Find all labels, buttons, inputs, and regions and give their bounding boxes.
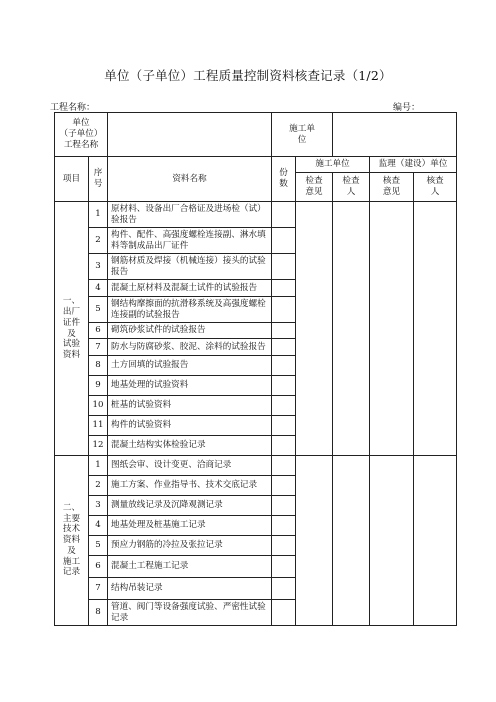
material-name: 构件、配件、高强度螺栓连接副、淋水填料等制成品出厂证件 — [108, 228, 272, 254]
row-number: 7 — [89, 339, 108, 356]
table-row — [55, 202, 457, 228]
project-col-header: 项目 — [55, 157, 89, 202]
row-number: 4 — [89, 516, 108, 536]
row-number: 3 — [89, 496, 108, 516]
row-number: 7 — [89, 578, 108, 600]
material-name: 地基处理及桩基施工记录 — [108, 516, 272, 536]
check-opinion-cell[interactable] — [296, 202, 333, 456]
copies-cell[interactable] — [272, 536, 296, 556]
row-number: 5 — [89, 297, 108, 323]
material-name: 混凝土工程施工记录 — [108, 556, 272, 578]
copies-cell[interactable] — [272, 556, 296, 578]
material-name: 施工方案、作业指导书、技术交底记录 — [108, 476, 272, 496]
unit-name-label: 单位 （子单位） 工程名称 — [59, 118, 103, 150]
material-name: 测量放线记录及沉降观测记录 — [108, 496, 272, 516]
verify-opinion-cell[interactable] — [370, 202, 414, 456]
checker-cell[interactable] — [333, 202, 370, 456]
construction-unit-label: 施工单 位 — [289, 123, 315, 145]
material-name: 混凝土原材料及混凝土试件的试验报告 — [108, 280, 272, 297]
copies-cell[interactable] — [272, 280, 296, 297]
verifier-cell[interactable] — [414, 202, 457, 456]
construction-group-header: 施工单位 — [296, 157, 370, 173]
verify-opinion-header: 核查 意见 — [370, 173, 414, 202]
row-number: 2 — [89, 476, 108, 496]
header-row-1 — [55, 157, 457, 173]
copies-cell[interactable] — [272, 476, 296, 496]
material-name: 桩基的试验资料 — [108, 396, 272, 416]
material-name: 砌筑砂浆试件的试验报告 — [108, 323, 272, 339]
material-name: 预应力钢筋的冷拉及张拉记录 — [108, 536, 272, 556]
supervision-group-header: 监理（建设）单位 — [370, 157, 457, 173]
copies-cell[interactable] — [272, 323, 296, 339]
row-number: 8 — [89, 600, 108, 626]
copies-cell[interactable] — [272, 416, 296, 436]
copies-cell[interactable] — [272, 496, 296, 516]
material-name: 结构吊装记录 — [108, 578, 272, 600]
check-opinion-header: 检查 意见 — [296, 173, 333, 202]
construction-unit-label-cell — [272, 113, 333, 157]
row-number: 1 — [89, 456, 108, 476]
project-name-label: 工程名称： — [50, 103, 96, 113]
material-name: 钢筋材质及焊接（机械连接）接头的试验报告 — [108, 254, 272, 280]
copies-cell[interactable] — [272, 396, 296, 416]
row-number: 1 — [89, 202, 108, 228]
row-number: 11 — [89, 416, 108, 436]
verifier-header: 核查 人 — [414, 173, 457, 202]
table-row — [55, 456, 457, 476]
row-number: 10 — [89, 396, 108, 416]
material-name: 土方回填的试验报告 — [108, 356, 272, 376]
copies-cell[interactable] — [272, 376, 296, 396]
copies-cell[interactable] — [272, 254, 296, 280]
row-number: 12 — [89, 436, 108, 456]
unit-name-value[interactable] — [108, 113, 272, 157]
row-number: 8 — [89, 356, 108, 376]
construction-unit-value[interactable] — [333, 113, 457, 157]
section-label: 一、 出厂 证件 及 试验 资料 — [55, 202, 89, 456]
number-label: 编号： — [393, 103, 421, 113]
material-name: 混凝土结构实体检验记录 — [108, 436, 272, 456]
seq-col-header: 序 号 — [89, 157, 108, 202]
copies-cell[interactable] — [272, 456, 296, 476]
verify-opinion-cell[interactable] — [370, 456, 414, 626]
copies-cell[interactable] — [272, 202, 296, 228]
row-number: 6 — [89, 556, 108, 578]
material-name: 管道、阀门等设备强度试验、严密性试验记录 — [108, 600, 272, 626]
row-number: 2 — [89, 228, 108, 254]
unit-name-label-cell — [55, 113, 108, 157]
material-col-header: 资料名称 — [108, 157, 272, 202]
material-name: 钢结构摩擦面的抗滑移系统及高强度螺栓连接副的试验报告 — [108, 297, 272, 323]
copies-cell[interactable] — [272, 339, 296, 356]
copies-cell[interactable] — [272, 578, 296, 600]
copies-cell[interactable] — [272, 297, 296, 323]
copies-col-header: 份 数 — [272, 157, 296, 202]
copies-cell[interactable] — [272, 436, 296, 456]
checker-cell[interactable] — [333, 456, 370, 626]
row-number: 9 — [89, 376, 108, 396]
row-number: 4 — [89, 280, 108, 297]
row-number: 5 — [89, 536, 108, 556]
material-name: 原材料、设备出厂合格证及进场检（试）验报告 — [108, 202, 272, 228]
checker-header: 检查 人 — [333, 173, 370, 202]
material-name: 防水与防腐砂浆、胶泥、涂料的试验报告 — [108, 339, 272, 356]
copies-cell[interactable] — [272, 228, 296, 254]
material-name: 地基处理的试验资料 — [108, 376, 272, 396]
material-name: 图纸会审、设计变更、洽商记录 — [108, 456, 272, 476]
row-number: 6 — [89, 323, 108, 339]
copies-cell[interactable] — [272, 356, 296, 376]
check-opinion-cell[interactable] — [296, 456, 333, 626]
page-title: 单位（子单位）工程质量控制资料核查记录（1/2） — [104, 68, 392, 83]
header-row-unit — [55, 113, 457, 157]
inspection-table — [54, 112, 457, 626]
row-number: 3 — [89, 254, 108, 280]
copies-cell[interactable] — [272, 516, 296, 536]
copies-cell[interactable] — [272, 600, 296, 626]
section-label: 二、 主要 技术 资料 及 施工 记录 — [55, 456, 89, 626]
verifier-cell[interactable] — [414, 456, 457, 626]
material-name: 构件的试验资料 — [108, 416, 272, 436]
